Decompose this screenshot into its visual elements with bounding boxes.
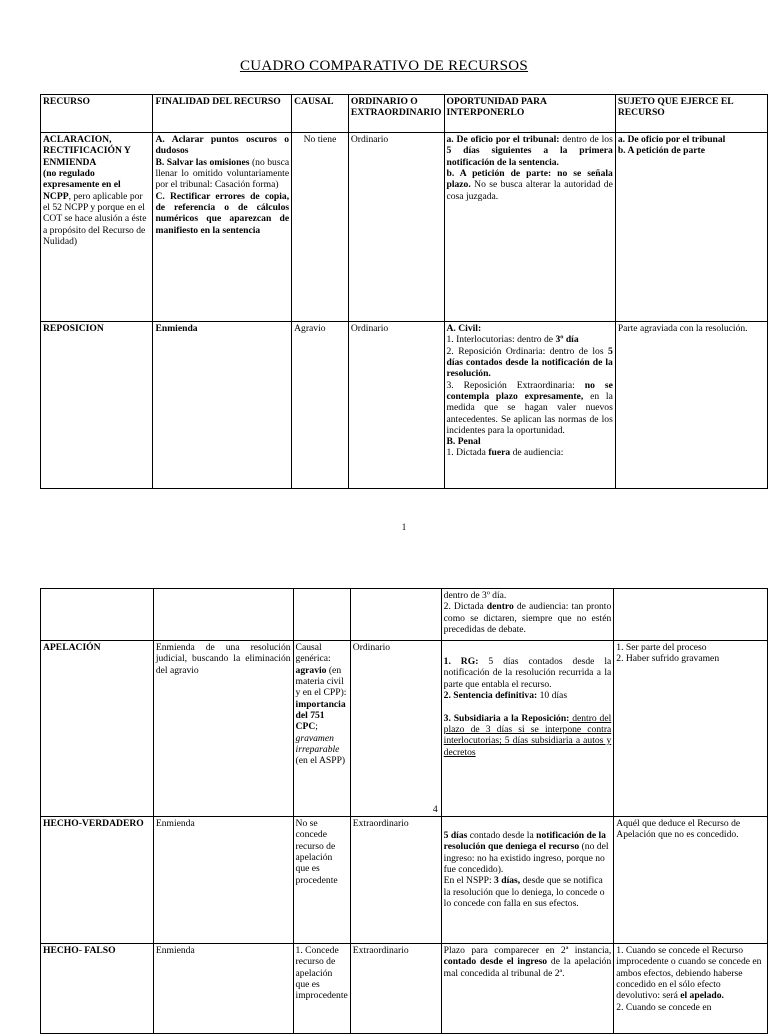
cell-tipo: Ordinario 4 [350,641,441,817]
cell-tipo: Ordinario [348,322,444,489]
cell-recurso: APELACIÓN [41,641,154,817]
header-recurso: RECURSO [41,95,153,133]
header-oportunidad: OPORTUNIDAD PARA INTERPONERLO [444,95,615,133]
cell-sujeto: 1. Ser parte del proceso 2. Haber sufrido gravamen [614,641,768,817]
cell-recurso: HECHO-VERDADERO [41,817,154,944]
cell-sujeto: Parte agraviada con la resolución. [615,322,767,489]
cell-sujeto: a. De oficio por el tribunal b. A petición de parte [615,133,767,322]
cell-oportunidad: A. Civil: 1. Interlocutorias: dentro de 3º día 2. Reposición Ordinaria: dentro de los 5 días contados desde la notificación de la resolución. 3. Reposición Extraordinaria: no se contempla plazo expresamente, en la medida que se hagan valer nuevos antecedentes. Se aplican las normas de los incidentes para la oportunidad. B. Penal 1. Dictada fuera de audiencia: [444,322,615,489]
cell-finalidad: Enmienda [153,944,293,1034]
table-row-aclaracion [41,133,768,322]
header-sujeto: SUJETO QUE EJERCE EL RECURSO [615,95,767,133]
cell-recurso: HECHO- FALSO [41,944,154,1034]
cell-finalidad: Enmienda [153,817,293,944]
header-finalidad: FINALIDAD DEL RECURSO [153,95,292,133]
cell-causal: Causal genérica: agravio (en materia civil y en el CPP): importancia del 751 CPC; gravamen irreparable (en el ASPP) [293,641,350,817]
header-ordinario: ORDINARIO O EXTRAORDINARIO [348,95,444,133]
cell-tipo: Extraordinario [350,817,441,944]
cell-recurso: REPOSICION [41,322,153,489]
cell-tipo: Ordinario [348,133,444,322]
cell-sujeto: Aquél que deduce el Recurso de Apelación que no es concedido. [614,817,768,944]
cell-causal: No tiene [292,133,349,322]
page-number: 1 [401,522,407,532]
cell-oportunidad: a. De oficio por el tribunal: dentro de los 5 días siguientes a la primera notificación de la sentencia. b. A petición de parte: no se señala plazo. No se busca alterar la autoridad de cosa juzgada. [444,133,615,322]
table-row-apelacion [41,641,768,817]
table-row-hecho-falso [41,944,768,1034]
cell-tipo: Extraordinario [350,944,441,1034]
table-row-reposicion [41,322,768,489]
comparison-table-page-2 [40,588,768,1034]
cell-causal: Agravio [292,322,349,489]
cell-finalidad: A. Aclarar puntos oscuros o dudosos B. Salvar las omisiones (no busca llenar lo omitido voluntariamente por el tribunal: Casación forma) C. Rectificar errores de copia, de referencia o de cálculos numéricos que aparezcan de manifiesto en la sentencia [153,133,292,322]
page-title: CUADRO COMPARATIVO DE RECURSOS [239,58,529,74]
header-causal: CAUSAL [292,95,349,133]
cell-causal: 1. Concede recurso de apelación que es improcedente [293,944,350,1034]
cell-finalidad: Enmienda de una resolución judicial, buscando la eliminación del agravio [153,641,293,817]
cell-oportunidad: 1. RG: 5 días contados desde la notificación de la resolución recurrida a la parte que entabla el recurso. 2. Sentencia definitiva: 10 días 3. Subsidiaria a la Reposición: dentro del plazo de 3 días si se interpone contra interlocutorias; 5 días subsidiaria a autos y decretos [441,641,614,817]
cell-finalidad: Enmienda [153,322,292,489]
header-row [41,95,768,133]
table-row-reposicion-continued [41,589,768,641]
cell-oportunidad: dentro de 3º día. 2. Dictada dentro de audiencia: tan pronto como se dictaren, siempre que no estén precedidas de debate. [441,589,614,641]
comparison-table-page-1 [40,94,768,489]
cell-sujeto: 1. Cuando se concede el Recurso improcedente o cuando se concede en ambos efectos, debiendo haberse concedido en el sólo efecto devolutivo: será el apelado. 2. Cuando se concede en [614,944,768,1034]
cell-causal: No se concede recurso de apelación que es procedente [293,817,350,944]
cell-oportunidad: Plazo para comparecer en 2ª instancia, contado desde el ingreso de la apelación mal concedida al tribunal de 2ª. [441,944,614,1034]
cell-oportunidad: 5 días contado desde la notificación de la resolución que deniega el recurso (no del ingreso: no ha existido ingreso, porque no fue concedido). En el NSPP: 3 días, desde que se notifica la resolución que lo deniega, lo concede o lo concede con falla en sus efectos. [441,817,614,944]
cell-recurso: ACLARACION, RECTIFICACIÓN Y ENMIENDA (no regulado expresamente en el NCPP, pero aplicable por el 52 NCPP y porque en el COT se hace alusión a éste a propósito del Recurso de Nulidad) [41,133,153,322]
table-row-hecho-verdadero [41,817,768,944]
